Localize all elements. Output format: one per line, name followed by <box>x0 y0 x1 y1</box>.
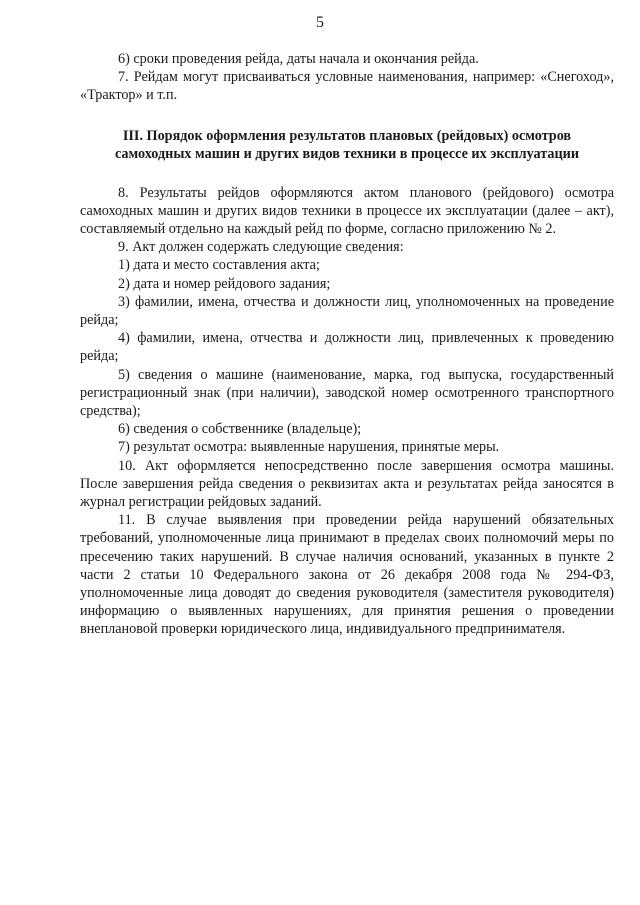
paragraph-9: 9. Акт должен содержать следующие сведения: <box>118 239 404 256</box>
list-item-1: 1) дата и место составления акта; <box>118 257 320 274</box>
list-item-2: 2) дата и номер рейдового задания; <box>118 275 331 292</box>
section-heading: III. Порядок оформления результатов плановых (рейдовых) осмотров самоходных машин и других видов техники в процессе их эксплуатации <box>114 127 580 163</box>
page-number: 5 <box>316 14 324 31</box>
list-item-7: 7) результат осмотра: выявленные нарушения, принятые меры. <box>118 439 500 456</box>
list-item-6: 6) сведения о собственнике (владельце); <box>118 421 362 438</box>
paragraph-11: 11. В случае выявления при проведении рейда нарушений обязательных требований, уполномоченные лица принимают в пределах своих полномочий меры по пресечению таких нарушений. В случае наличия оснований, указанных в пункте 2 части 2 статьи 10 Федерального закона от 26 декабря 2008 года № 294-ФЗ, уполномоченные лица доводят до сведения руководителя (заместителя руководителя) информацию о выявленных нарушениях, для принятия решения о проведении внеплановой проверки юридического лица, индивидуального предпринимателя. <box>80 512 614 638</box>
paragraph-item-7: 7. Рейдам могут присваиваться условные наименования, например: «Снегоход», «Трактор» и т.п. <box>80 69 614 104</box>
list-item-5: 5) сведения о машине (наименование, марка, год выпуска, государственный регистрационный знак (при наличии), заводской номер осмотренного транспортного средства); <box>80 366 614 420</box>
list-item-3: 3) фамилии, имена, отчества и должности лиц, уполномоченных на проведение рейда; <box>80 293 614 329</box>
paragraph-10: 10. Акт оформляется непосредственно после завершения осмотра машины. После завершения рейда сведения о реквизитах акта и результатах рейда заносятся в журнал регистрации рейдовых заданий. <box>80 457 614 511</box>
paragraph-item-6: 6) сроки проведения рейда, даты начала и окончания рейда. <box>118 51 479 67</box>
list-item-4: 4) фамилии, имена, отчества и должности лиц, привлеченных к проведению рейда; <box>80 330 614 365</box>
paragraph-8: 8. Результаты рейдов оформляются актом планового (рейдового) осмотра самоходных машин и других видов техники в процессе их эксплуатации (далее – акт), составляемый отдельно на каждый рейд по форме, согласно приложению № 2. <box>80 184 614 238</box>
document-body <box>80 50 614 639</box>
